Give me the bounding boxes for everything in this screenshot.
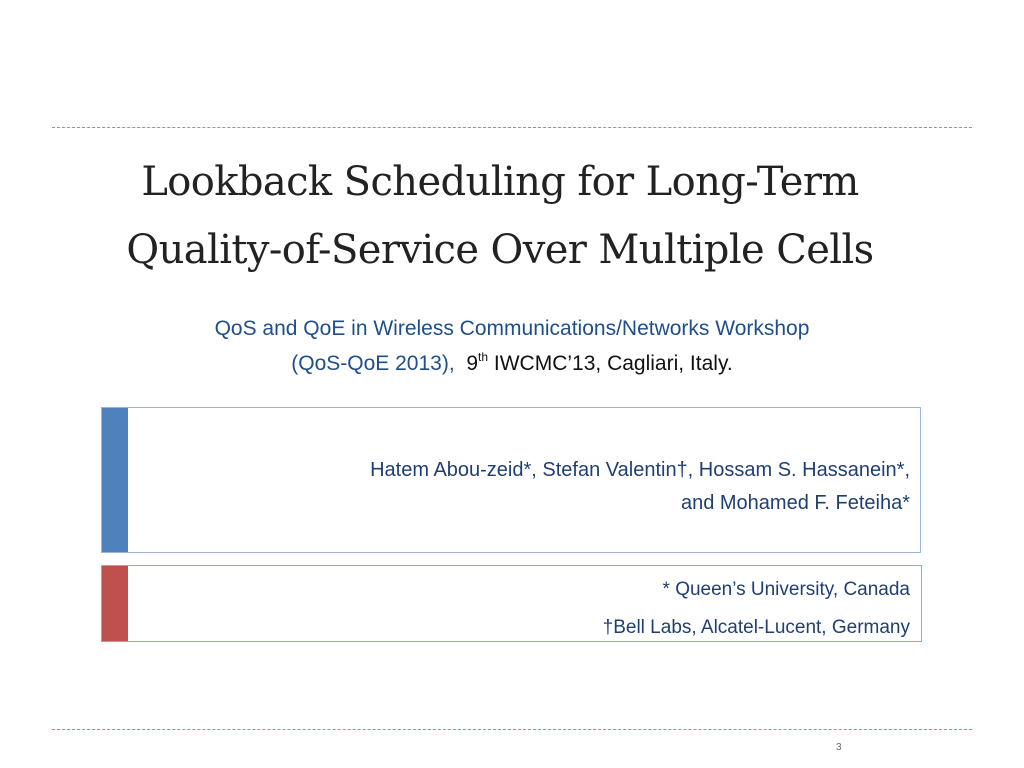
subtitle-edition-suffix: th xyxy=(478,350,489,364)
affiliations-list xyxy=(150,571,910,647)
subtitle-conference: IWCMC’13, Cagliari, Italy. xyxy=(493,352,733,375)
subtitle-line-2 xyxy=(0,346,1024,381)
affiliations-accent-bar xyxy=(102,566,128,641)
authors-line-2: and Mohamed F. Feteiha* xyxy=(680,492,910,514)
authors-line-1: Hatem Abou-zeid*, Stefan Valentin†, Hossam S. Hassanein*, xyxy=(370,459,910,481)
top-divider xyxy=(52,127,972,128)
title-line-2: Quality-of-Service Over Multiple Cells xyxy=(126,227,874,273)
subtitle-line-1: QoS and QoE in Wireless Communications/Networks Workshop xyxy=(214,317,810,340)
subtitle-workshop-year: (QoS-QoE 2013), xyxy=(291,352,455,375)
authors-box xyxy=(101,407,921,553)
affiliation-bell-labs: †Bell Labs, Alcatel-Lucent, Germany xyxy=(602,617,910,638)
page-number: 3 xyxy=(836,742,842,753)
affiliation-queens: * Queen’s University, Canada xyxy=(662,579,910,600)
subtitle-edition-number: 9 xyxy=(466,352,479,375)
bottom-divider xyxy=(52,729,972,730)
authors-list xyxy=(150,454,910,520)
title-line-1: Lookback Scheduling for Long-Term xyxy=(141,159,859,205)
affiliations-box xyxy=(101,565,922,642)
slide-subtitle xyxy=(0,311,1024,381)
slide-title xyxy=(0,148,1000,284)
authors-accent-bar xyxy=(102,408,128,552)
